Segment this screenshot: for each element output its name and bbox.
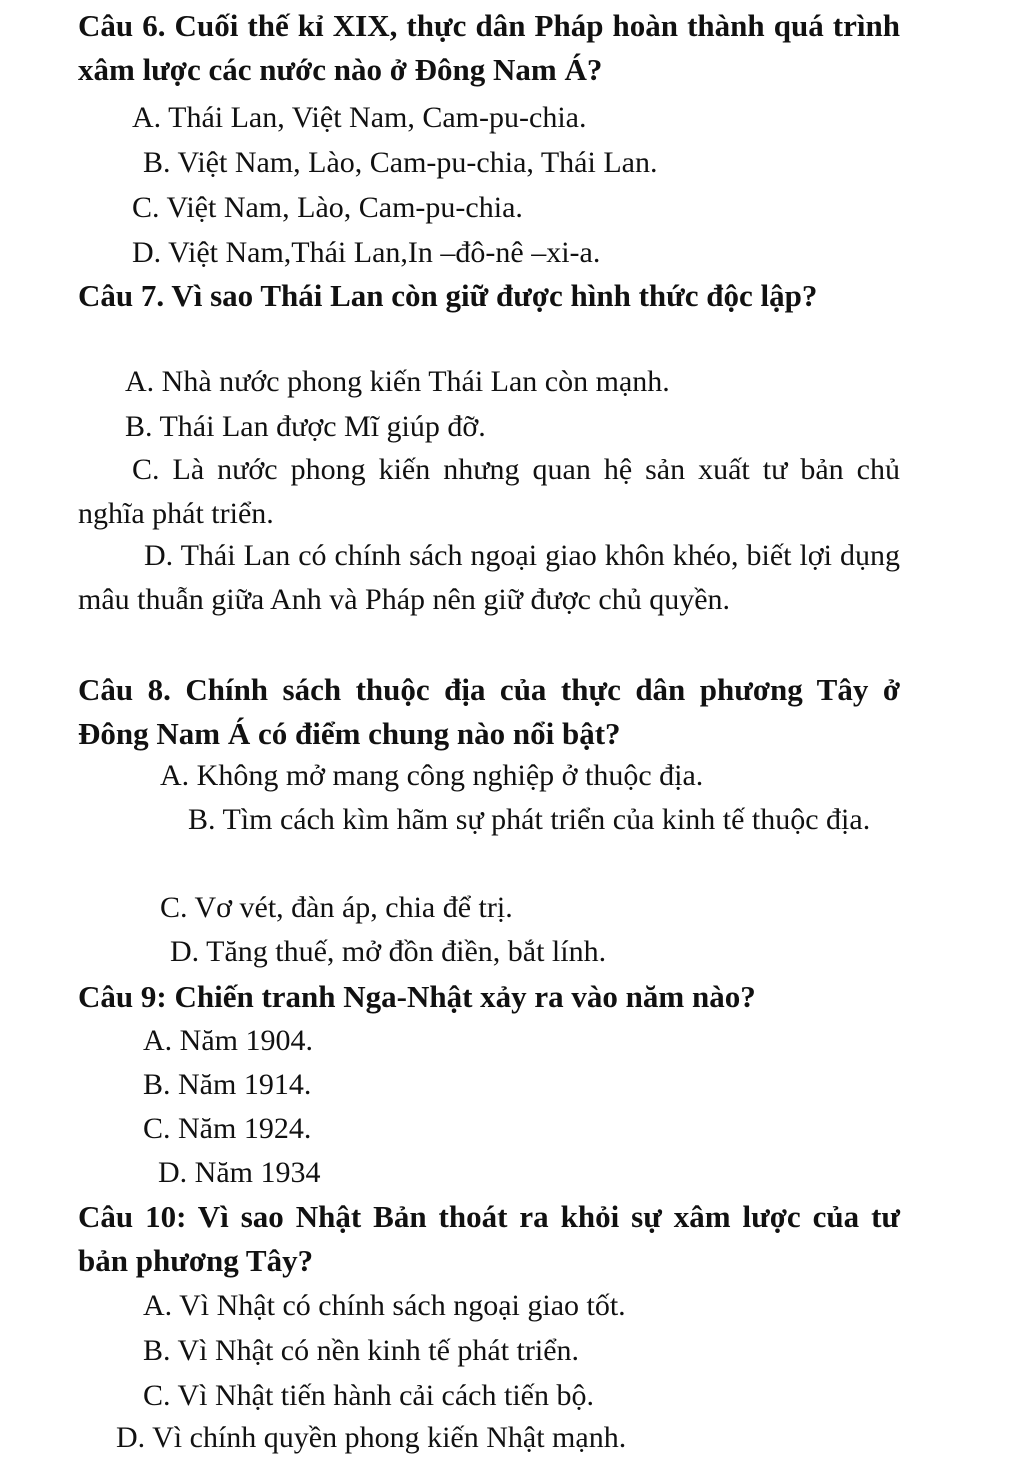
question-6-option-c: C. Việt Nam, Lào, Cam-pu-chia.	[132, 191, 523, 224]
question-10-option-a: A. Vì Nhật có chính sách ngoại giao tốt.	[143, 1289, 626, 1322]
question-7-option-c: C. Là nước phong kiến nhưng quan hệ sản xuất tư bản chủ nghĩa phát triển.	[78, 453, 900, 530]
question-8-option-a: A. Không mở mang công nghiệp ở thuộc địa.	[160, 759, 704, 792]
question-8-option-c: C. Vơ vét, đàn áp, chia để trị.	[160, 891, 513, 924]
question-8-title: Câu 8. Chính sách thuộc địa của thực dân phương Tây ở Đông Nam Á có điểm chung nào nổi bật?	[78, 672, 900, 751]
question-9-option-d: D. Năm 1934	[158, 1156, 321, 1189]
question-7-option-a: A. Nhà nước phong kiến Thái Lan còn mạnh.	[125, 365, 670, 398]
question-9-title: Câu 9: Chiến tranh Nga-Nhật xảy ra vào năm nào?	[78, 979, 756, 1014]
question-8-option-b: B. Tìm cách kìm hãm sự phát triển của kinh tế thuộc địa.	[188, 803, 871, 836]
question-7-title: Câu 7. Vì sao Thái Lan còn giữ được hình thức độc lập?	[78, 278, 818, 313]
question-6-option-b: B. Việt Nam, Lào, Cam-pu-chia, Thái Lan.	[143, 146, 658, 179]
question-7-option-b: B. Thái Lan được Mĩ giúp đỡ.	[125, 410, 486, 443]
question-6-title: Câu 6. Cuối thế kỉ XIX, thực dân Pháp hoàn thành quá trình xâm lược các nước nào ở Đông Nam Á?	[78, 8, 900, 87]
question-6-option-a: A. Thái Lan, Việt Nam, Cam-pu-chia.	[132, 101, 587, 134]
question-10-option-d: D. Vì chính quyền phong kiến Nhật mạnh.	[116, 1421, 627, 1454]
question-10-option-b: B. Vì Nhật có nền kinh tế phát triển.	[143, 1334, 580, 1367]
question-9-option-b: B. Năm 1914.	[143, 1068, 312, 1101]
question-9-option-a: A. Năm 1904.	[143, 1024, 313, 1057]
question-6-option-d: D. Việt Nam,Thái Lan,In –đô-nê –xi-a.	[132, 236, 601, 269]
question-10-title: Câu 10: Vì sao Nhật Bản thoát ra khỏi sự xâm lược của tư bản phương Tây?	[78, 1199, 900, 1278]
question-7-option-d: D. Thái Lan có chính sách ngoại giao khôn khéo, biết lợi dụng mâu thuẫn giữa Anh và Pháp nên giữ được chủ quyền.	[78, 539, 900, 616]
question-9-option-c: C. Năm 1924.	[143, 1112, 312, 1145]
question-8-option-d: D. Tăng thuế, mở đồn điền, bắt lính.	[170, 935, 607, 968]
question-10-option-c: C. Vì Nhật tiến hành cải cách tiến bộ.	[143, 1379, 594, 1412]
